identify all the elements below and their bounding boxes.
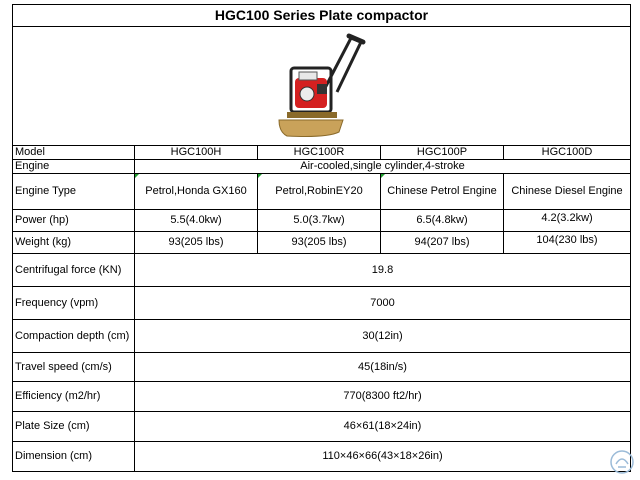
model-hgc100p: HGC100P (381, 146, 504, 160)
efficiency-value: 770(8300 ft2/hr) (135, 382, 631, 412)
travel-speed-label: Travel speed (cm/s) (13, 353, 135, 382)
weight-hgc100d: 104(230 lbs) (504, 232, 631, 254)
compaction-depth-label: Compaction depth (cm) (13, 320, 135, 353)
weight-hgc100h: 93(205 lbs) (135, 232, 258, 254)
centrifugal-force-label: Centrifugal force (KN) (13, 254, 135, 287)
dimension-value: 110×46×66(43×18×26in) (135, 442, 631, 472)
weight-label: Weight (kg) (13, 232, 135, 254)
frequency-value: 7000 (135, 287, 631, 320)
plate-size-label: Plate Size (cm) (13, 412, 135, 442)
power-hgc100d: 4.2(3.2kw) (504, 210, 631, 232)
watermark-logo-icon (610, 450, 634, 474)
weight-hgc100r: 93(205 lbs) (258, 232, 381, 254)
centrifugal-force-value: 19.8 (135, 254, 631, 287)
power-label: Power (hp) (13, 210, 135, 232)
dimension-label: Dimension (cm) (13, 442, 135, 472)
model-hgc100r: HGC100R (258, 146, 381, 160)
power-hgc100r: 5.0(3.7kw) (258, 210, 381, 232)
engine-type-hgc100r: Petrol,RobinEY20 (258, 174, 381, 210)
engine-type-label: Engine Type (13, 174, 135, 210)
plate-size-value: 46×61(18×24in) (135, 412, 631, 442)
model-label: Model (13, 146, 135, 160)
engine-type-hgc100d: Chinese Diesel Engine (504, 174, 631, 210)
travel-speed-value: 45(18in/s) (135, 353, 631, 382)
frequency-label: Frequency (vpm) (13, 287, 135, 320)
engine-type-hgc100h: Petrol,Honda GX160 (135, 174, 258, 210)
table-title: HGC100 Series Plate compactor (13, 5, 631, 27)
power-hgc100h: 5.5(4.0kw) (135, 210, 258, 232)
spec-table (12, 4, 631, 472)
efficiency-label: Efficiency (m2/hr) (13, 382, 135, 412)
product-image-cell (13, 27, 631, 146)
engine-value: Air-cooled,single cylinder,4-stroke (135, 160, 631, 174)
plate-compactor-photo (277, 28, 367, 140)
weight-hgc100p: 94(207 lbs) (381, 232, 504, 254)
engine-label: Engine (13, 160, 135, 174)
model-hgc100h: HGC100H (135, 146, 258, 160)
spec-sheet (12, 4, 630, 472)
engine-type-hgc100p: Chinese Petrol Engine (381, 174, 504, 210)
model-hgc100d: HGC100D (504, 146, 631, 160)
compaction-depth-value: 30(12in) (135, 320, 631, 353)
power-hgc100p: 6.5(4.8kw) (381, 210, 504, 232)
